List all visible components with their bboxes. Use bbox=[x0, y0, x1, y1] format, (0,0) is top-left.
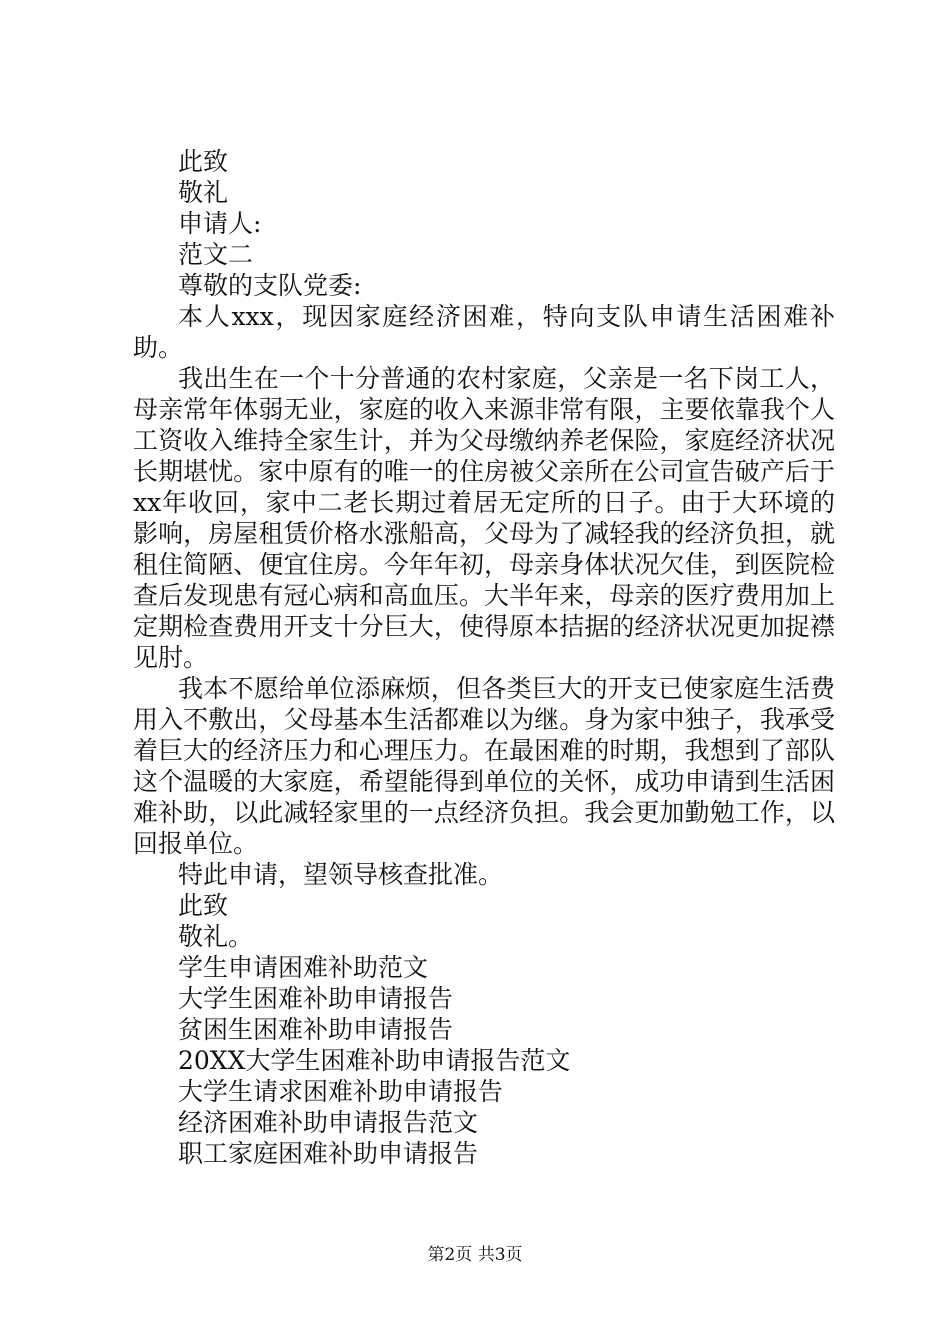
body-paragraph: 本人xxx，现因家庭经济困难，特向支队申请生活困难补助。 bbox=[133, 302, 835, 362]
related-item: 职工家庭困难补助申请报告 bbox=[178, 1139, 479, 1168]
closing-line: 敬礼 bbox=[178, 178, 229, 207]
related-item: 大学生困难补助申请报告 bbox=[178, 984, 454, 1013]
section-title: 范文二 bbox=[178, 240, 254, 269]
closing-line: 敬礼。 bbox=[178, 922, 254, 951]
body-paragraph: 我本不愿给单位添麻烦，但各类巨大的开支已使家庭生活费用入不敷出，父母基本生活都难以为继。身为家中独子，我承受着巨大的经济压力和心理压力。在最困难的时期，我想到了部队这个温暖的大家庭，希望能得到单位的关怀，成功申请到生活困难补助，以此减轻家里的一点经济负担。我会更加勤勉工作，以回报单位。 bbox=[133, 674, 835, 858]
related-item: 大学生请求困难补助申请报告 bbox=[178, 1077, 504, 1106]
closing-line: 此致 bbox=[178, 147, 229, 176]
closing-line: 特此申请，望领导核查批准。 bbox=[178, 860, 504, 889]
related-item: 20XX大学生困难补助申请报告范文 bbox=[178, 1046, 571, 1075]
closing-line: 此致 bbox=[178, 891, 229, 920]
related-item: 贫困生困难补助申请报告 bbox=[178, 1015, 454, 1044]
salutation: 尊敬的支队党委: bbox=[178, 271, 362, 300]
body-paragraph: 我出生在一个十分普通的农村家庭，父亲是一名下岗工人，母亲常年体弱无业，家庭的收入来源非常有限，主要依靠我个人工资收入维持全家生计，并为父母缴纳养老保险，家庭经济状况长期堪忧。家中原有的唯一的住房被父亲所在公司宣告破产后于xx年收回，家中二老长期过着居无定所的日子。由于大环境的影响，房屋租赁价格水涨船高，父母为了减轻我的经济负担，就租住简陋、便宜住房。今年年初，母亲身体状况欠佳，到医院检查后发现患有冠心病和高血压。大半年来，母亲的医疗费用加上定期检查费用开支十分巨大，使得原本拮据的经济状况更加捉襟见肘。 bbox=[133, 364, 835, 672]
document-body bbox=[133, 146, 835, 1169]
page-number-footer: 第2页 共3页 bbox=[427, 1245, 523, 1265]
applicant-line: 申请人: bbox=[178, 209, 262, 238]
related-item: 学生申请困难补助范文 bbox=[178, 953, 429, 982]
related-item: 经济困难补助申请报告范文 bbox=[178, 1108, 479, 1137]
